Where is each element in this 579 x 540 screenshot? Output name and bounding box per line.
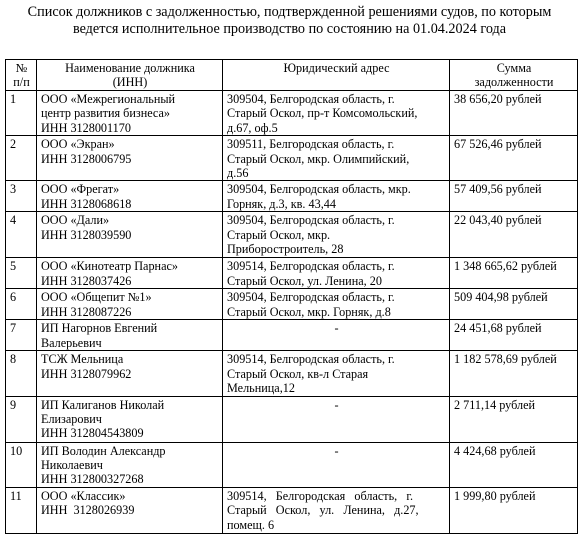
cell-number: 4 xyxy=(6,212,37,258)
cell-debtor-name: ИП Володин Александр Николаевич ИНН 312800327268 xyxy=(37,442,223,487)
cell-debtor-name: ИП Нагорнов Евгений Валерьевич xyxy=(37,320,223,351)
cell-number: 5 xyxy=(6,258,37,289)
table-row xyxy=(6,136,578,181)
cell-debtor-name: ТСЖ Мельница ИНН 3128079962 xyxy=(37,351,223,396)
cell-number: 1 xyxy=(6,91,37,136)
cell-debtor-name: ООО «Фрегат» ИНН 3128068618 xyxy=(37,181,223,212)
cell-legal-address: - xyxy=(223,320,450,351)
cell-debtor-name: ООО «Классик» ИНН 3128026939 xyxy=(37,487,223,533)
cell-number: 3 xyxy=(6,181,37,212)
cell-debtor-name: ИП Калиганов Николай Елизарович ИНН 312804543809 xyxy=(37,396,223,442)
cell-debt-amount: 57 409,56 рублей xyxy=(450,181,578,212)
cell-debt-amount: 509 404,98 рублей xyxy=(450,289,578,320)
cell-legal-address: 309504, Белгородская область, г. Старый Оскол, мкр. Приборостроитель, 28 xyxy=(223,212,450,258)
cell-legal-address: 309504, Белгородская область, г. Старый Оскол, пр-т Комсомольский, д.67, оф.5 xyxy=(223,91,450,136)
cell-debt-amount: 2 711,14 рублей xyxy=(450,396,578,442)
cell-number: 10 xyxy=(6,442,37,487)
cell-debt-amount: 1 182 578,69 рублей xyxy=(450,351,578,396)
cell-number: 6 xyxy=(6,289,37,320)
table-row xyxy=(6,258,578,289)
debtors-table xyxy=(5,59,578,534)
title-line-2: ведется исполнительное производство по состоянию на 01.04.2024 года xyxy=(72,21,507,37)
cell-debt-amount: 24 451,68 рублей xyxy=(450,320,578,351)
cell-legal-address: 309514, Белгородская область, г. Старый Оскол, ул. Ленина, 20 xyxy=(223,258,450,289)
cell-number: 11 xyxy=(6,487,37,533)
cell-legal-address: 309511, Белгородская область, г. Старый Оскол, мкр. Олимпийский, д.56 xyxy=(223,136,450,181)
document-title xyxy=(0,4,579,38)
cell-debt-amount: 38 656,20 рублей xyxy=(450,91,578,136)
table-row xyxy=(6,396,578,442)
cell-debt-amount: 4 424,68 рублей xyxy=(450,442,578,487)
header-debt-amount: Сумма задолженности xyxy=(450,60,578,91)
table-row xyxy=(6,289,578,320)
cell-legal-address: - xyxy=(223,396,450,442)
cell-legal-address: 309504, Белгородская область, мкр. Горняк, д.3, кв. 43,44 xyxy=(223,181,450,212)
table-row xyxy=(6,91,578,136)
cell-legal-address: 309514, Белгородская область, г. Старый Оскол, ул. Ленина, д.27, помещ. 6 xyxy=(223,487,450,533)
cell-debt-amount: 1 999,80 рублей xyxy=(450,487,578,533)
cell-number: 2 xyxy=(6,136,37,181)
cell-debtor-name: ООО «Кинотеатр Парнас» ИНН 3128037426 xyxy=(37,258,223,289)
cell-debtor-name: ООО «Межрегиональный центр развития бизнеса» ИНН 3128001170 xyxy=(37,91,223,136)
header-number: № п/п xyxy=(6,60,37,91)
cell-debt-amount: 67 526,46 рублей xyxy=(450,136,578,181)
table-row xyxy=(6,320,578,351)
cell-legal-address: - xyxy=(223,442,450,487)
cell-number: 7 xyxy=(6,320,37,351)
table-header-row xyxy=(6,60,578,91)
table-row xyxy=(6,487,578,533)
cell-debt-amount: 1 348 665,62 рублей xyxy=(450,258,578,289)
cell-debtor-name: ООО «Дали» ИНН 3128039590 xyxy=(37,212,223,258)
cell-number: 9 xyxy=(6,396,37,442)
table-row xyxy=(6,442,578,487)
cell-legal-address: 309504, Белгородская область, г. Старый Оскол, мкр. Горняк, д.8 xyxy=(223,289,450,320)
cell-debtor-name: ООО «Экран» ИНН 3128006795 xyxy=(37,136,223,181)
title-line-1: Список должников с задолженностью, подтвержденной решениями судов, по которым xyxy=(27,4,552,20)
table-row xyxy=(6,181,578,212)
cell-number: 8 xyxy=(6,351,37,396)
table-row xyxy=(6,212,578,258)
cell-legal-address: 309514, Белгородская область, г. Старый Оскол, кв-л Старая Мельница,12 xyxy=(223,351,450,396)
header-debtor-name: Наименование должника (ИНН) xyxy=(37,60,223,91)
cell-debt-amount: 22 043,40 рублей xyxy=(450,212,578,258)
cell-debtor-name: ООО «Общепит №1» ИНН 3128087226 xyxy=(37,289,223,320)
table-row xyxy=(6,351,578,396)
header-legal-address: Юридический адрес xyxy=(223,60,450,91)
